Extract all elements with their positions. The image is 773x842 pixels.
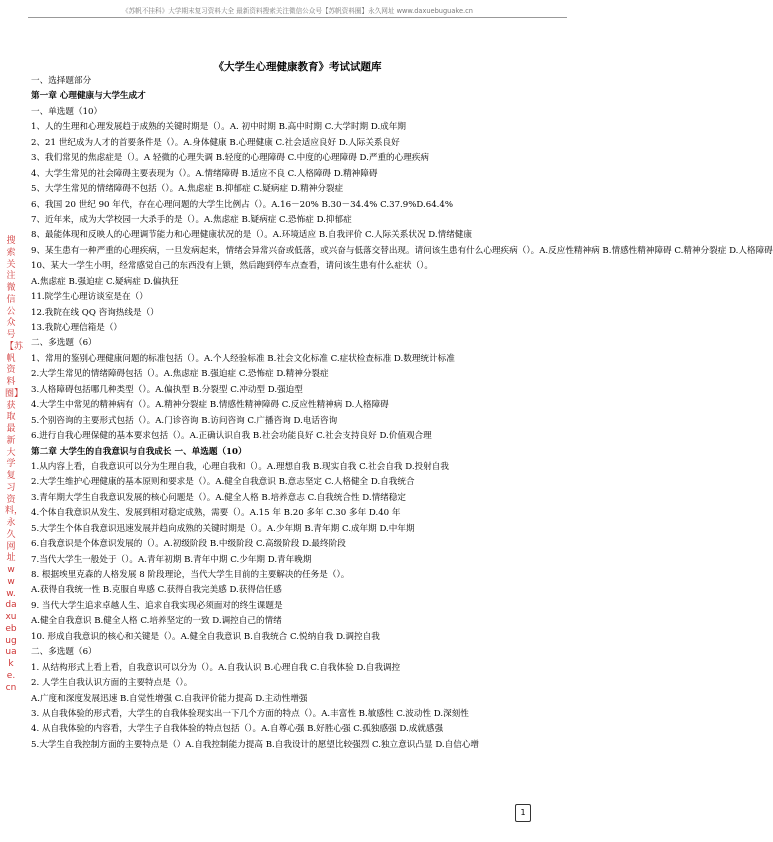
text-line: A.焦虑症 B.强迫症 C.疑病症 D.偏执狂: [31, 276, 179, 287]
text-line: 7、近年来，成为大学校园一大杀手的是（）。A.焦虑症 B.疑病症 C.恐怖症 D.抑郁症: [31, 214, 352, 225]
text-line: 3. 从自我体验的形式看，大学生的自我体验现实出一下几个方面的特点（）。A.丰富性 B.敏感性 C.波动性 D.深刻性: [31, 708, 469, 719]
text-line: 13.我院心理信箱是（）: [31, 323, 123, 333]
text-line: 7.当代大学生一般处于（）。A.青年初期 B.青年中期 C.少年期 D.青年晚期: [31, 554, 312, 565]
text-line: 9. 当代大学生追求卓越人生、追求自我实现必须面对的终生课题是: [31, 600, 283, 611]
text-line: 1.从内容上看，自我意识可以分为生理自我，心理自我和（）。A.理想自我 B.现实自我 C.社会自我 D.投射自我: [31, 461, 449, 472]
text-line: 4. 从自我体验的内容看，大学生子自我体验的特点包括（）。A.自尊心强 B.好胜心强 C.孤独感强 D.成就感强: [31, 724, 444, 735]
page-header: 《苏帆不挂科》大学期末复习资料大全 最新资料搜索关注微信公众号【苏帆资料圈】永久网址 www.daxuebuguake.cn: [122, 7, 473, 15]
text-line: 2. 人学生自我认识方面的主要特点是（）。: [31, 678, 193, 689]
text-line: 4、大学生常见的社会障碍主要表现为（）。A.情绪障碍 B.适应不良 C.人格障碍 D.精神障碍: [31, 168, 378, 179]
header-rule: [28, 17, 567, 18]
text-line: 6.进行自我心理保健的基本要求包括（）。A.正确认识自我 B.社会功能良好 C.社会支持良好 D.价值观合理: [31, 431, 432, 442]
text-line: 10、某大一学生小明，经常感觉自己的东西没有上锁，然后跑到停车点查看，请问该生患有什么症状（）。: [31, 261, 433, 272]
text-line: 一、选择题部分: [31, 76, 92, 86]
text-line: 8、最能体现和反映人的心理调节能力和心理健康状况的是（）。A.环境适应 B.自我评价 C.人际关系状况 D.情绪健康: [31, 230, 472, 241]
page-number: 1: [515, 804, 531, 822]
text-line: 1、常用的鉴别心理健康问题的标准包括（）。A.个人经验标准 B.社会文化标准 C.症状检查标准 D.数理统计标准: [31, 353, 455, 364]
text-line: A.获得自我统一性 B.克服自卑感 C.获得自我完美感 D.获得信任感: [31, 585, 282, 596]
text-line: 10. 形成自我意识的核心和关键是（）。A.健全自我意识 B.自我统合 C.悦纳自我 D.调控自我: [31, 631, 380, 642]
text-line: 一、单选题（10）: [31, 106, 103, 117]
text-line: 2、21 世纪成为人才的首要条件是（）。A.身体健康 B.心理健康 C.社会适应良好 D.人际关系良好: [31, 137, 400, 148]
text-line: 1. 从结构形式上看上看，自我意识可以分为（）。A.自我认识 B.心理自我 C.自我体验 D.自我调控: [31, 662, 401, 673]
text-line: 11.院学生心理访谈室是在（）: [31, 292, 148, 303]
text-line: 4.大学生中常见的精神病有（）。A.精神分裂症 B.情感性精神障碍 C.反应性精神病 D.人格障碍: [31, 400, 389, 411]
text-line: 8. 根据埃里克森的人格发展 8 阶段理论，当代大学生目前的主要解决的任务是（）。: [31, 570, 350, 580]
text-line: 5.个别咨询的主要形式包括（）。A.门诊咨询 B.访问咨询 C.广播咨询 D.电话咨询: [31, 415, 338, 426]
text-line: 第一章 心理健康与大学生成才: [31, 91, 146, 102]
text-line: A.健全自我意识 B.健全人格 C.培养坚定的一致 D.调控自己的情绪: [31, 616, 282, 627]
text-line: 12.我院在线 QQ 咨询热线是（）: [31, 307, 159, 318]
text-line: A.广度和深度发展迅速 B.自觉性增强 C.自我评价能力提高 D.主动性增强: [31, 693, 308, 704]
text-line: 4.个体自我意识从发生、发展到相对稳定成熟，需要（）。A.15 年 B.20 多年 C.30 多年 D.40 年: [31, 508, 401, 519]
text-line: 2.大学生常见的情绪障碍包括（）。A.焦虑症 B.强迫症 C.恐怖症 D.精神分裂症: [31, 369, 329, 380]
text-line: 二、多选题（6）: [31, 647, 97, 658]
text-line: 9、某生患有一种严重的心理疾病，一旦发病起来，情绪会异常兴奋或低落，或兴奋与低落交替出现。请问该生患有什么心理疾病（）。A.反应性精神病 B.情感性精神障碍 C.精神分裂症 D.人格障碍: [31, 245, 773, 256]
text-line: 2.大学生维护心理健康的基本原则和要求是（）。A.健全自我意识 B.意志坚定 C.人格健全 D.自我统合: [31, 477, 415, 488]
text-line: 1、人的生理和心理发展趋于成熟的关键时期是（）。A. 初中时期 B.高中时期 C.大学时期 D.成年期: [31, 122, 406, 133]
text-line: 6.自我意识是个体意识发展的（）。A.初级阶段 B.中级阶段 C.高级阶段 D.最终阶段: [31, 539, 346, 550]
side-watermark-text: 搜索关注微信公众号【苏帆资料圈】 获取最新大学复习资料，永久网址 www.daxuebuguake.cn: [5, 236, 24, 693]
text-line: 6、我国 20 世纪 90 年代，存在心理问题的大学生比例占（）。A.16－20% B.30－34.4% C.37.9%D.64.4%: [31, 199, 454, 210]
text-line: 5.大学生自我控制方面的主要特点是（）A.自我控制能力提高 B.自我设计的愿望比较强烈 C.独立意识凸显 D.自信心增: [31, 739, 480, 750]
text-line: 3、我们常见的焦虑症是（）。A 轻微的心理失调 B.轻度的心理障碍 C.中度的心理障碍 D.严重的心理疾病: [31, 153, 430, 164]
text-line: 5.大学生个体自我意识迅速发展并趋向成熟的关键时期是（）。A.少年期 B.青年期 C.成年期 D.中年期: [31, 523, 415, 534]
text-line: 3.青年期大学生自我意识发展的核心问题是（）。A.健全人格 B.培养意志 C.自我统合性 D.情绪稳定: [31, 492, 406, 503]
document-body: [31, 74, 773, 753]
document-title: 《大学生心理健康教育》考试试题库: [213, 61, 382, 73]
text-line: 5、大学生常见的情绪障碍不包括（）。A.焦虑症 B.抑郁症 C.疑病症 D.精神分裂症: [31, 184, 344, 195]
text-line: 3.人格障碍包括哪几种类型（）。A.偏执型 B.分裂型 C.冲动型 D.强迫型: [31, 384, 303, 395]
text-line: 第二章 大学生的自我意识与自我成长 一、单选题（10）: [31, 446, 247, 457]
text-line: 二、多选题（6）: [31, 338, 97, 349]
